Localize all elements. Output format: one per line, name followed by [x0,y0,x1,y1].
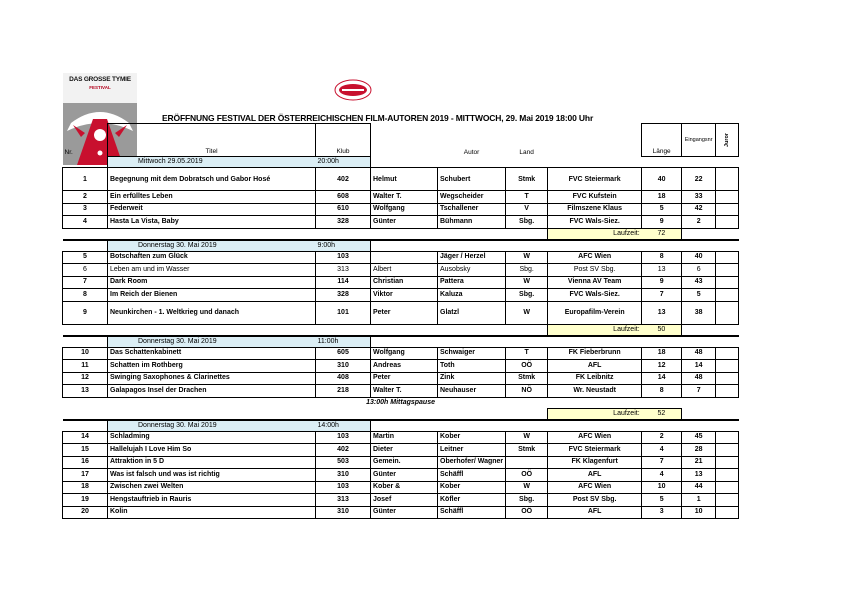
row-nr: 13 [63,385,108,398]
row-land: W [506,301,548,324]
row-lastname: Schäffl [438,469,506,482]
row-title: Botschaften zum Glück [108,251,316,264]
row-title: Hasta La Vista, Baby [108,216,316,229]
row-firstname: Günter [371,216,438,229]
row-title: Neunkirchen - 1. Weltkrieg und danach [108,301,316,324]
row-lastname: Bühmann [438,216,506,229]
table-row [63,431,739,444]
row-klub: 328 [316,216,371,229]
section-date: Donnerstag 30. Mai 2019 [108,240,316,252]
pause-text: 13:00h Mittagspause [366,398,435,406]
table-row [63,494,739,507]
table-row [63,264,739,277]
header-author: Autor [463,148,480,156]
row-length: 13 [642,264,682,277]
row-eingang: 48 [682,372,716,385]
table-row [63,456,739,469]
row-land: Sbg. [506,289,548,302]
row-length: 7 [642,289,682,302]
row-eingang: 14 [682,360,716,373]
row-juror [716,347,739,360]
row-juror [716,456,739,469]
row-club: FK Leibnitz [548,372,642,385]
row-land: Stmk [506,168,548,191]
row-juror [716,431,739,444]
row-eingang: 1 [682,494,716,507]
row-land: W [506,431,548,444]
row-length: 9 [642,216,682,229]
table-row [63,203,739,216]
row-club: AFC Wien [548,251,642,264]
header-eingang: Eingangsnr [682,124,716,157]
row-title: Schatten im Rothberg [108,360,316,373]
row-eingang: 21 [682,456,716,469]
row-eingang: 40 [682,251,716,264]
row-length: 9 [642,276,682,289]
row-klub: 605 [316,347,371,360]
row-nr: 10 [63,347,108,360]
row-length: 18 [642,347,682,360]
row-firstname: Andreas [371,360,438,373]
row-title: Kolin [108,506,316,519]
table-row [63,360,739,373]
row-firstname: Günter [371,506,438,519]
row-club: FVC Wals-Siez. [548,289,642,302]
table-header [63,124,739,157]
row-juror [716,481,739,494]
row-nr: 8 [63,289,108,302]
page-heading: ERÖFFNUNG FESTIVAL DER ÖSTERREICHISCHEN FILM-AUTOREN 2019 - MITTWOCH, 29. Mai 2019 18:00 Uhr [162,113,594,123]
row-land: Stmk [506,444,548,457]
row-klub: 402 [316,444,371,457]
row-title: Was ist falsch und was ist richtig [108,469,316,482]
section-header [63,240,739,252]
row-klub: 313 [316,494,371,507]
row-juror [716,191,739,204]
row-klub: 103 [316,251,371,264]
row-eingang: 42 [682,203,716,216]
section-date: Donnerstag 30. Mai 2019 [108,420,316,432]
pause-row [63,397,739,408]
row-length: 10 [642,481,682,494]
row-title: Swinging Saxophones & Clarinettes [108,372,316,385]
header-club: Klub [316,124,371,157]
row-eingang: 45 [682,431,716,444]
row-firstname [371,251,438,264]
header-title: Titel [108,124,316,157]
row-lastname: Wegscheider [438,191,506,204]
table-row [63,276,739,289]
row-lastname: Pattera [438,276,506,289]
row-title: Federweit [108,203,316,216]
row-eingang: 6 [682,264,716,277]
row-klub: 218 [316,385,371,398]
row-klub: 313 [316,264,371,277]
header-land: Land [519,148,534,156]
table-row [63,469,739,482]
row-eingang: 38 [682,301,716,324]
row-club: FVC Kufstein [548,191,642,204]
row-eingang: 2 [682,216,716,229]
row-nr: 20 [63,506,108,519]
row-title: Schladming [108,431,316,444]
row-land [506,456,548,469]
runtime-row [63,324,739,336]
table-row [63,385,739,398]
row-lastname: Kaluza [438,289,506,302]
row-firstname: Wolfgang [371,347,438,360]
row-eingang: 43 [682,276,716,289]
row-lastname: Glatzl [438,301,506,324]
row-nr: 5 [63,251,108,264]
row-klub: 103 [316,481,371,494]
row-length: 13 [642,301,682,324]
row-juror [716,289,739,302]
row-length: 4 [642,469,682,482]
row-eingang: 33 [682,191,716,204]
row-club: FK Klagenfurt [548,456,642,469]
poster-title: DAS GROSSE TYMIE [69,76,131,83]
row-nr: 3 [63,203,108,216]
row-juror [716,216,739,229]
row-juror [716,385,739,398]
row-club: Filmszene Klaus [548,203,642,216]
row-firstname: Peter [371,301,438,324]
row-title: Galapagos Insel der Drachen [108,385,316,398]
row-club: AFC Wien [548,431,642,444]
row-lastname: Jäger / Herzel [438,251,506,264]
row-land: Sbg. [506,264,548,277]
row-klub: 310 [316,360,371,373]
table-row [63,216,739,229]
row-juror [716,372,739,385]
row-club: FVC Steiermark [548,168,642,191]
runtime-label: Laufzeit: [548,228,642,240]
row-klub: 114 [316,276,371,289]
row-club: FVC Wals-Siez. [548,216,642,229]
row-lastname: Kober [438,431,506,444]
row-klub: 328 [316,289,371,302]
row-juror [716,506,739,519]
row-land: Sbg. [506,494,548,507]
row-land: OÖ [506,360,548,373]
row-lastname: Tschallener [438,203,506,216]
row-firstname: Peter [371,372,438,385]
row-klub: 103 [316,431,371,444]
table-row [63,481,739,494]
section-date: Donnerstag 30. Mai 2019 [108,336,316,348]
row-land: Stmk [506,372,548,385]
row-land: T [506,191,548,204]
row-lastname: Schubert [438,168,506,191]
row-firstname: Günter [371,469,438,482]
section-time: 14:00h [316,420,371,432]
row-juror [716,360,739,373]
row-nr: 15 [63,444,108,457]
club-logo-icon [333,78,373,102]
row-lastname: Neuhauser [438,385,506,398]
row-firstname: Walter T. [371,385,438,398]
row-land: NÖ [506,385,548,398]
row-eingang: 7 [682,385,716,398]
row-title: Hallelujah I Love Him So [108,444,316,457]
row-juror [716,301,739,324]
header-club-name [548,124,642,157]
row-klub: 608 [316,191,371,204]
runtime-row [63,408,739,420]
row-lastname: Schäffl [438,506,506,519]
row-length: 4 [642,444,682,457]
table-row [63,251,739,264]
row-nr: 7 [63,276,108,289]
row-title: Im Reich der Bienen [108,289,316,302]
row-club: AFC Wien [548,481,642,494]
table-row [63,168,739,191]
row-firstname: Albert [371,264,438,277]
row-title: Attraktion in 5 D [108,456,316,469]
row-firstname: Helmut [371,168,438,191]
row-land: OÖ [506,469,548,482]
row-lastname: Ausobsky [438,264,506,277]
section-time: 9:00h [316,240,371,252]
runtime-value: 72 [642,228,682,240]
table-row [63,372,739,385]
row-lastname: Oberhofer/ Wagner [438,456,506,469]
table-row [63,301,739,324]
row-length: 14 [642,372,682,385]
row-firstname: Viktor [371,289,438,302]
table-row [63,347,739,360]
row-lastname: Leitner [438,444,506,457]
row-nr: 14 [63,431,108,444]
section-time: 11:00h [316,336,371,348]
row-length: 40 [642,168,682,191]
row-length: 2 [642,431,682,444]
row-eingang: 5 [682,289,716,302]
row-club: Wr. Neustadt [548,385,642,398]
section-time: 20:00h [316,157,371,168]
row-juror [716,203,739,216]
row-title: Begegnung mit dem Dobratsch und Gabor Hosé [108,168,316,191]
row-title: Zwischen zwei Welten [108,481,316,494]
row-klub: 101 [316,301,371,324]
section-header [63,420,739,432]
row-nr: 17 [63,469,108,482]
row-land: W [506,276,548,289]
row-land: W [506,481,548,494]
row-eingang: 10 [682,506,716,519]
row-firstname: Wolfgang [371,203,438,216]
row-lastname: Köfler [438,494,506,507]
row-club: Post SV Sbg. [548,264,642,277]
row-klub: 408 [316,372,371,385]
row-club: FK Fieberbrunn [548,347,642,360]
row-title: Ein erfülltes Leben [108,191,316,204]
runtime-label: Laufzeit: [548,408,642,420]
table-row [63,191,739,204]
row-nr: 18 [63,481,108,494]
row-juror [716,276,739,289]
section-header [63,157,739,168]
row-nr: 9 [63,301,108,324]
row-title: Das Schattenkabinett [108,347,316,360]
row-nr: 2 [63,191,108,204]
row-firstname: Dieter [371,444,438,457]
row-length: 8 [642,251,682,264]
row-land: OÖ [506,506,548,519]
row-nr: 4 [63,216,108,229]
row-eingang: 48 [682,347,716,360]
header-first [371,124,438,157]
row-nr: 11 [63,360,108,373]
row-club: Post SV Sbg. [548,494,642,507]
section-header [63,336,739,348]
row-length: 5 [642,203,682,216]
row-land: V [506,203,548,216]
row-juror [716,444,739,457]
row-title: Leben am und im Wasser [108,264,316,277]
row-eingang: 44 [682,481,716,494]
row-juror [716,469,739,482]
table-row [63,289,739,302]
row-length: 18 [642,191,682,204]
row-klub: 402 [316,168,371,191]
row-klub: 310 [316,506,371,519]
header-nr: Nr. [64,148,73,156]
header-juror: Juror [724,132,731,148]
table-row [63,444,739,457]
row-nr: 12 [63,372,108,385]
row-nr: 19 [63,494,108,507]
row-firstname: Josef [371,494,438,507]
row-juror [716,264,739,277]
section-date: Mittwoch 29.05.2019 [108,157,316,168]
row-juror [716,494,739,507]
runtime-value: 52 [642,408,682,420]
row-lastname: Schwaiger [438,347,506,360]
row-club: Vienna AV Team [548,276,642,289]
program-table [62,123,739,519]
row-firstname: Gemein. [371,456,438,469]
row-eingang: 28 [682,444,716,457]
row-juror [716,168,739,191]
row-club: Europafilm-Verein [548,301,642,324]
row-title: Dark Room [108,276,316,289]
row-club: AFL [548,469,642,482]
row-nr: 16 [63,456,108,469]
row-firstname: Martin [371,431,438,444]
row-club: FVC Steiermark [548,444,642,457]
row-lastname: Toth [438,360,506,373]
runtime-value: 50 [642,324,682,336]
row-length: 5 [642,494,682,507]
row-juror [716,251,739,264]
row-length: 3 [642,506,682,519]
runtime-label: Laufzeit: [548,324,642,336]
row-length: 7 [642,456,682,469]
row-land: W [506,251,548,264]
row-land: T [506,347,548,360]
row-klub: 310 [316,469,371,482]
row-klub: 503 [316,456,371,469]
row-klub: 610 [316,203,371,216]
row-length: 12 [642,360,682,373]
row-club: AFL [548,360,642,373]
row-eingang: 22 [682,168,716,191]
row-club: AFL [548,506,642,519]
poster-subtitle: FESTIVAL [89,85,111,90]
row-firstname: Walter T. [371,191,438,204]
row-title: Hengstauftrieb in Rauris [108,494,316,507]
table-row [63,506,739,519]
row-nr: 6 [63,264,108,277]
header-juror-cell [716,124,739,157]
header-length: Länge [642,124,682,157]
row-lastname: Kober [438,481,506,494]
row-firstname: Christian [371,276,438,289]
row-firstname: Kober & [371,481,438,494]
row-nr: 1 [63,168,108,191]
row-eingang: 13 [682,469,716,482]
row-land: Sbg. [506,216,548,229]
row-length: 8 [642,385,682,398]
runtime-row [63,228,739,240]
row-lastname: Zink [438,372,506,385]
